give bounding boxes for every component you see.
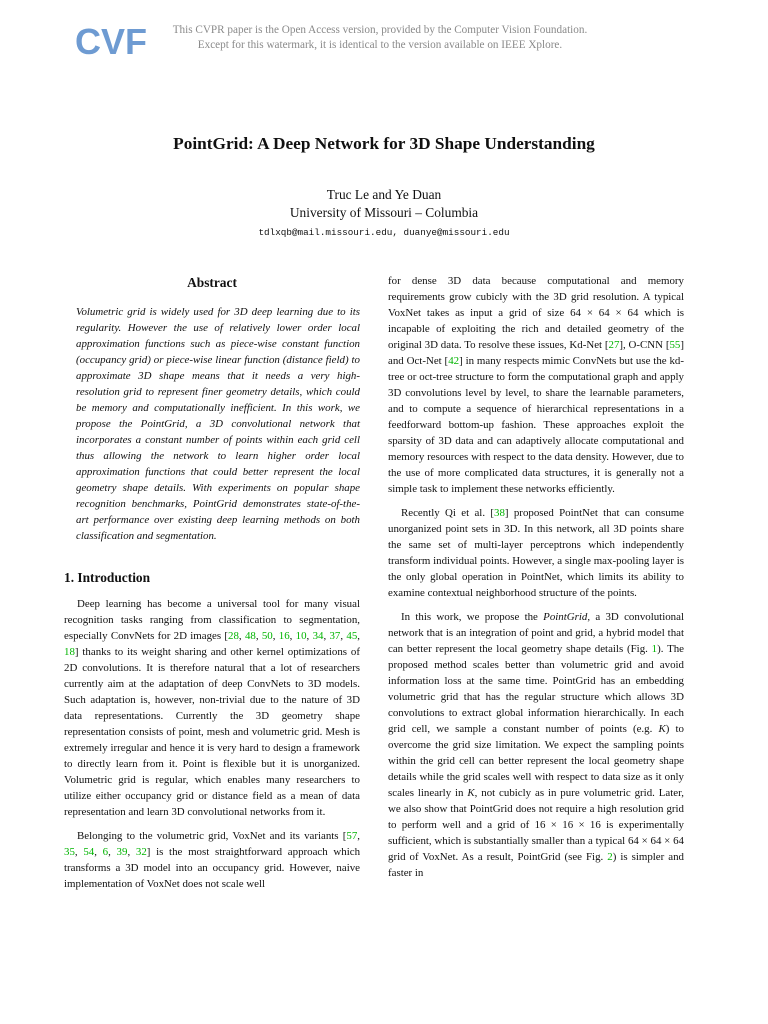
math-k: K bbox=[467, 787, 475, 799]
abstract-heading: Abstract bbox=[187, 275, 237, 290]
citation-link[interactable]: 27 bbox=[608, 339, 620, 351]
math-grid-size: 16 × 16 × 16 bbox=[534, 819, 601, 831]
citation-link[interactable]: 16 bbox=[278, 630, 290, 642]
author-emails: tdlxqb@mail.missouri.edu, duanye@missouri.edu bbox=[258, 227, 510, 238]
citation-link[interactable]: 35 bbox=[64, 846, 75, 858]
svg-text:CVF: CVF bbox=[75, 21, 147, 62]
emphasis-pointgrid: PointGrid bbox=[543, 611, 588, 623]
citation-link[interactable]: 57 bbox=[346, 830, 358, 842]
watermark-line-2: Except for this watermark, it is identical to the version available on IEEE Xplore. bbox=[197, 39, 563, 51]
intro-paragraph-1: Deep learning has become a universal tool for many visual recognition tasks ranging from classification to segmentation, especially ConvNets for 2D images [28, 48, 50, 16, 10, 34, 37, 45, 18] thanks to its weight sharing and other kernel optimizations of 2D convolutions. It is therefore natural that a lot of researchers currently aim at the adaptation of deep ConvNets to 3D models. Such adaptation is, however, non-trivial due to the nature of 3D data representations. Currently the 3D geometry shape representation consists of point, mesh and volumetric grid. Mesh is extremely irregular and hence it is very hard to design a framework to directly learn from it. Point is flexible but it is unorganized. Volumetric grid is regular, which enables many researchers to utilize either occupancy grid or distance field as a mean of data representation and learn 3D convolutional networks from it. bbox=[64, 598, 360, 818]
math-k: K bbox=[658, 723, 666, 735]
citation-link[interactable]: 28 bbox=[228, 630, 239, 642]
citation-link[interactable]: 55 bbox=[669, 339, 681, 351]
citation-link[interactable]: 54 bbox=[83, 846, 95, 858]
section-heading-introduction: 1. Introduction bbox=[64, 570, 151, 585]
citation-link[interactable]: 42 bbox=[448, 355, 460, 367]
citation-link[interactable]: 39 bbox=[116, 846, 128, 858]
citation-link[interactable]: 10 bbox=[295, 630, 307, 642]
figure-link[interactable]: 1 bbox=[651, 643, 658, 655]
citation-link[interactable]: 50 bbox=[261, 630, 273, 642]
figure-link[interactable]: 2 bbox=[607, 851, 613, 863]
citation-link[interactable]: 45 bbox=[346, 630, 358, 642]
abstract-text: Volumetric grid is widely used for 3D deep learning due to its regularity. However the use of relatively lower order local approximation functions such as piece-wise constant function (occupancy grid) or piece-wise linear function (distance field) to approximate 3D shape means that it needs a very high-resolution grid to represent finer geometry details, which could be memory and computationally inefficient. In this work, we propose the PointGrid, a 3D convolutional network that incorporates a constant number of points within each grid cell thus allowing the network to learn higher order local approximation functions that could better represent the local geometry shape details. With experiments on popular shape recognition benchmarks, PointGrid demonstrates state-of-the-art performance over existing deep learning methods on both classification and segmentation. bbox=[76, 306, 360, 542]
intro-paragraph-4: In this work, we propose the PointGrid, a 3D convolutional network that is an integration of point and grid, a hybrid model that can better represent the local geometry shape details (Fig. 1). The proposed method scales better than volumetric grid and avoid information loss at the same time. PointGrid has an embedding volumetric grid that has the regular structure which allows 3D convolutions to extract global information hierarchically. In each grid cell, we sample a constant number of points (e.g. K) to overcome the grid size limitation. We expect the sampling points within the grid cell can better represent the local geometry shape details while the grid scales well with respect to data size as it only scales linearly in K, not cubicly as in pure volumetric grid. Later, we also show that PointGrid does not require a high resolution grid to perform well and a grid of 16 × 16 × 16 is experimentally sufficient, which is substantially smaller than a typical 64 × 64 × 64 grid of VoxNet. As a result, PointGrid (see Fig. 2) is simpler and faster in bbox=[388, 611, 685, 879]
affiliation: University of Missouri – Columbia bbox=[289, 205, 479, 220]
intro-paragraph-2: Belonging to the volumetric grid, VoxNet and its variants [57, 35, 54, 6, 39, 32] is the most straightforward approach which transforms a 3D model into an occupancy grid. However, naive implementation of VoxNet does not scale well bbox=[64, 830, 361, 890]
right-column bbox=[388, 273, 684, 881]
math-grid-size: 64 × 64 × 64 bbox=[627, 835, 684, 847]
paper-title: PointGrid: A Deep Network for 3D Shape Understanding bbox=[173, 134, 595, 153]
intro-paragraph-3: Recently Qi et al. [38] proposed PointNet that can consume unorganized point sets in 3D. In this network, all 3D points share the same set of multi-layer perceptrons which independently transform individual points. However, a single max-pooling layer is the only global operation in PointNet, which limits its ability to examine contextual neighborhood structure of the points. bbox=[388, 507, 685, 599]
citation-link[interactable]: 6 bbox=[102, 846, 109, 858]
citation-link[interactable]: 48 bbox=[244, 630, 256, 642]
authors: Truc Le and Ye Duan bbox=[326, 187, 442, 202]
citation-link[interactable]: 34 bbox=[312, 630, 324, 642]
watermark-line-1: This CVPR paper is the Open Access version, provided by the Computer Vision Foundation. bbox=[172, 24, 588, 36]
citation-link[interactable]: 32 bbox=[135, 846, 147, 858]
intro-paragraph-2-continued: for dense 3D data because computational and memory requirements grow cubicly with the 3D grid resolution. A typical VoxNet takes as input a grid of size 64 × 64 × 64 which is incapable of exploiting the rich and detailed geometry of the original 3D data. To resolve these issues, Kd-Net [27], O-CNN [55] and Oct-Net [42] in many respects mimic ConvNets but use the kd-tree or oct-tree structure to form the computational graph and apply 3D convolutions level by level, to share the learnable parameters, and to compute a sequence of hierarchical representations in a feedforward bottom-up fashion. These approaches exploit the sparsity of 3D data and can adaptively allocate computational and memory resources with respect to the data density. However, due to the use of more complicated data structures, it is generally not a simple task to implement these networks efficiently. bbox=[388, 275, 684, 495]
watermark-text bbox=[150, 23, 610, 53]
left-column bbox=[64, 273, 360, 892]
citation-link[interactable]: 38 bbox=[494, 507, 505, 519]
citation-link[interactable]: 18 bbox=[64, 646, 75, 658]
cvf-logo bbox=[75, 18, 147, 62]
math-grid-size: 64 × 64 × 64 bbox=[570, 307, 639, 319]
citation-link[interactable]: 37 bbox=[329, 630, 341, 642]
